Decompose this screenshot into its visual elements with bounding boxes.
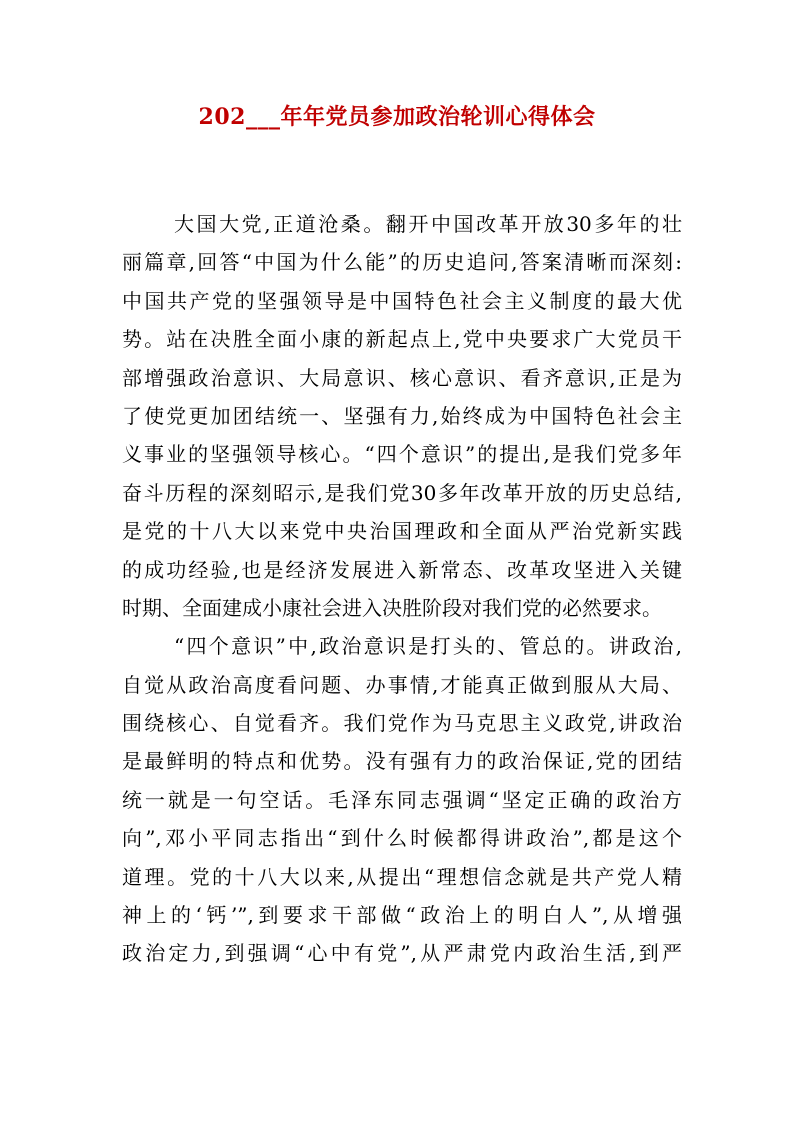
- paragraph-line: 是党的十八大以来党中央治国理政和全面从严治党新实践: [122, 519, 682, 544]
- paragraph-line: 义事业的坚强领导核心。“四个意识”的提出,是我们党多年: [122, 442, 682, 467]
- paragraph-line: 中国共产党的坚强领导是中国特色社会主义制度的最大优: [122, 288, 682, 313]
- paragraph-line: 部增强政治意识、大局意识、核心意识、看齐意识,正是为: [122, 365, 682, 390]
- paragraph-line: “四个意识”中,政治意识是打头的、管总的。讲政治,: [174, 634, 682, 659]
- paragraph-line: 道理。党的十八大以来,从提出“理想信念就是共产党人精: [122, 864, 682, 889]
- paragraph-line: 是最鲜明的特点和优势。没有强有力的政治保证,党的团结: [122, 749, 682, 774]
- paragraph-line: 势。站在决胜全面小康的新起点上,党中央要求广大党员干: [122, 327, 682, 352]
- paragraph-line: 丽篇章,回答“中国为什么能”的历史追问,答案清晰而深刻:: [122, 250, 682, 275]
- paragraph-line: 统一就是一句空话。毛泽东同志强调“坚定正确的政治方: [122, 787, 682, 812]
- document-title: 202___年年党员参加政治轮训心得体会: [198, 104, 596, 130]
- paragraph-line: 自觉从政治高度看问题、办事情,才能真正做到服从大局、: [122, 672, 682, 697]
- paragraph-line: 的成功经验,也是经济发展进入新常态、改革攻坚进入关键: [122, 557, 682, 582]
- paragraph-line: 神上的‘钙’”,到要求干部做“政治上的明白人”,从增强: [122, 903, 682, 928]
- paragraph-line: 政治定力,到强调“心中有党”,从严肃党内政治生活,到严: [122, 941, 682, 966]
- paragraph-1: [122, 205, 682, 627]
- paragraph-line: 时期、全面建成小康社会进入决胜阶段对我们党的必然要求。: [122, 595, 662, 620]
- paragraph-line: 向”,邓小平同志指出“到什么时候都得讲政治”,都是这个: [122, 826, 682, 851]
- document-body: [122, 205, 682, 973]
- paragraph-line: 了使党更加团结统一、坚强有力,始终成为中国特色社会主: [122, 403, 682, 428]
- paragraph-line: 围绕核心、自觉看齐。我们党作为马克思主义政党,讲政治: [122, 711, 682, 736]
- paragraph-line: 大国大党,正道沧桑。翻开中国改革开放30多年的壮: [174, 212, 682, 236]
- paragraph-line: 奋斗历程的深刻昭示,是我们党30多年改革开放的历史总结,: [122, 480, 682, 505]
- paragraph-2: [122, 627, 682, 973]
